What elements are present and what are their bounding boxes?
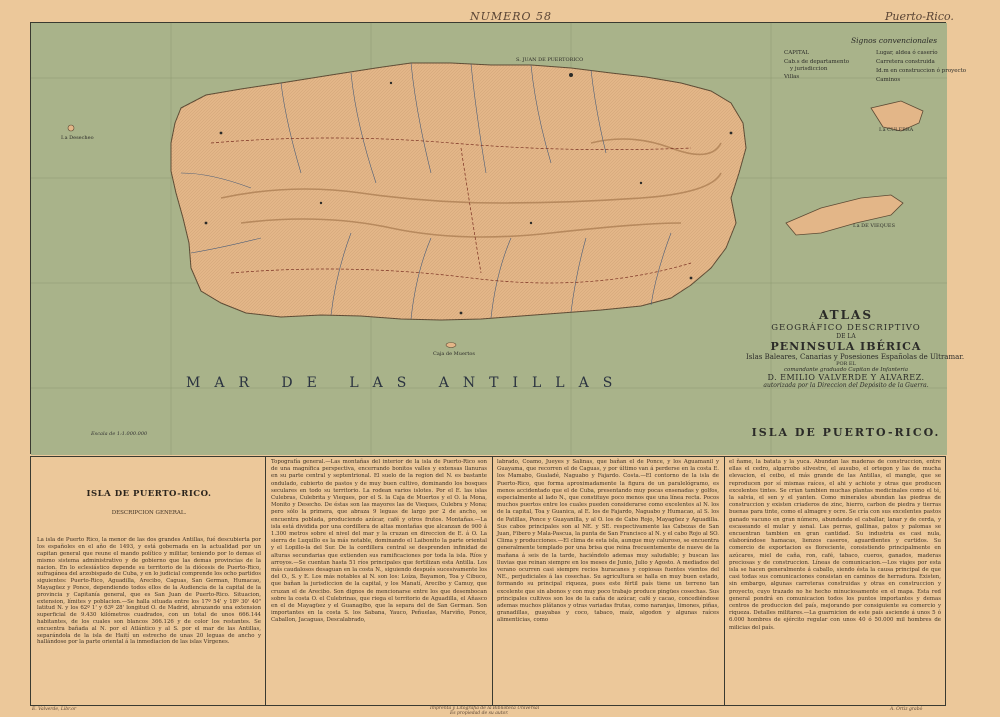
- imprint-center: Imprenta y Litografía de la Biblioteca Universal: [430, 706, 540, 711]
- map-panel[interactable]: [30, 22, 967, 454]
- label-capital: S. JUAN DE PUERTORICO: [516, 57, 584, 63]
- description-title: ISLA DE PUERTO-RICO.: [86, 489, 212, 499]
- cartouche-line-9: autorizada por la Direccion del Depósito de la Guerra.: [763, 382, 929, 389]
- imprint-center-2: Es propiedad de su autor.: [450, 711, 509, 716]
- cartouche-map-title: ISLA DE PUERTO-RICO.: [751, 426, 941, 439]
- description-body-1: La isla de Puerto Rico, la menor de las dos grandes Antillas, fué descubierta por los españoles en el año de 1493, y está gobernada en la actualidad por un capitan general que reune el mando político y militar, teniendo por lo demas el mismo sistema administrativo y de gobierno que las demas provincias de la nacion. En lo eclesiástico depende su territorio de la diócesis de Puerto-Rico, sufragánea del arzobispado de Cuba, y en lo judicial comprende los ocho partidos siguientes: Puerto-Rico, Aguadilla, Arecibo, Caguas, San German, Humacao, Mayagüez y Ponce, dependiendo todos ellos de la Audiencia de la capital de la provincia y Capitanía general, que es San Juan de Puerto-Rico. Situacion, extension, límites y poblacion.—Se halla situada entre los 17º 54' y 18º 30' 40" latitud N. y los 62º 1' y 63º 28' longitud O. de Madrid, abrazando una extension superficial de 9.430 kilómetros cuadrados, con un total de unos 666.144 habitantes, de los cuales son blancos 366.126 y de color los restantes. Se encuentra bañada al N. por el Atlántico y al S. por el mar de las Antillas, separándola de la isla de Haití un estrecho de unas 20 leguas de ancho y hallándose por la parte oriental á la inmediacion de las islas Vírgenes.: [37, 537, 261, 646]
- column-divider: [492, 457, 493, 705]
- imprint-left: E. Valverde, Libr.or: [32, 707, 77, 712]
- legend-item-capital: CAPITAL: [784, 50, 810, 56]
- cartouche-line-2: GEOGRÁFICO DESCRIPTIVO: [771, 323, 921, 333]
- cartouche-line-1: ATLAS: [819, 308, 873, 322]
- text-column-2: Topografía general.—Las montañas del interior de la isla de Puerto-Rico son de una magnífica perspectiva, encerrando bonitos valles y extensas llanuras en su parte central y septentrional. El suelo de la region del N. es bastante ondulado, cubierto de pastos y de muy buen cultivo, dominando los bosques seculares en todo su territorio. La rodean varios islotes. Por el E. las islas Culebras, Culebrita y Vieques, por el S. la Caja de Muertos y el O. la Mona, Monito y Desecho. De éstas son las mayores las de Vieques, Culebra y Mona; pero sólo la primera, que abraza 9 leguas de largo por 2 de ancho, se encuentra poblada, produciendo azúcar, café y otros frutos. Montañas.—La isla está dividida por una cordillera de altas montañas que alcanzan de 900 á 1.300 metros sobre el nivel del mar y la cruzan en direccion de E. á O. La sierra de Luquillo es la más notable, dominando el Laibonito la parte oriental y el Lopillo-la del Sur. De la cordillera central se desprenden infinidad de alturas secundarias que extienden sus ramificaciones por toda la isla. Ríos y arroyos.—Se cuentan hasta 51 ríos principales que fertilizan esta Antilla. Los más caudalosos desaguan en la costa N., siguiendo después sucesivamente los del O., S. y E. Los más notables al N. son los: Loíza, Bayamon, Toa y Cibuco, que bañan la jurisdiccion de la capital, y los Manatí, Arecibo y Camuy, que cruzan el de Arecibo. Son dignos de mencionarse entre los que desembocan sobre la costa O. el Culebrinas, que riega el territorio de Aguadilla, el Añasco en el de Mayagüez y el Guanagibo, que la separa del de San German. Son importantes en la costa S. los Sabana, Yauco, Peñuelas, Marviño, Ponce, Caballon, Jacaguas, Descalabrado,: [271, 459, 487, 624]
- cartouche: [746, 308, 965, 439]
- cartouche-line-5: Islas Baleares, Canarias y Posesiones Españolas de Ultramar.: [746, 353, 965, 361]
- label-desecheo: I.a Desecheo: [61, 135, 94, 141]
- description-panel: [30, 456, 946, 706]
- island-desecheo: [68, 125, 74, 131]
- cartouche-line-7: comandante graduado Capitan de Infanteria: [783, 367, 909, 373]
- legend-title: Signos convencionales: [851, 36, 938, 45]
- cartouche-line-3: DE LA: [836, 333, 856, 340]
- label-caja: Caja de Muertos: [433, 351, 475, 357]
- legend-item-lugar: Lugar, aldea ó caserío: [876, 50, 938, 56]
- legend-item-proyecto: Id.m en construccion ó proyecto: [876, 68, 967, 74]
- text-column-3: labrado, Coamo, Jueyes y Salinas, que bañan el de Ponce, y los Aguamanil y Guayama, que recorren el de Caguas, y por último van á perderse en la costa E. los Mamabo, Gualadé, Naguabo y Fajardo. Costa.—El contorno de la isla de Puerto-Rico, que forma aproximadamente la figura de un paralelógramo, es menos accidentado que el de Cuba, presentando muy pocas ensenadas y golfos, especialmente al lado N., que constituye poco menos que una línea recta. Pocos muchos puertos entre los cuales pueden considerarse como excelentes al N. los de la capital, Toa y Guanica, al E. los de Fajardo, Naguabo y Humacao, al S. los de Patillas, Ponce y Guayanilla, y al O. los de Cabo Rojo, Mayagüez y Aguadilla. Sus cabos principales son al NE. y SE. respectivamente las Cabezas de San Juan, Fibero y Mala-Pascua, la punta de San Francisco al N. y el cabo Rojo al SO. Clima y producciones.—El clima de esta isla, aunque muy caluroso, se encuentra generalmente templado por una brisa que reina frecuentemente de nueve de la mañana á seis de la tarde, haciéndolo ademas muy saludable; y buscan las lluvias que reinan siempre en los meses de Junio, Julio y Agosto. A mediados del verano ocurren casi siempre recios huracanes y copiosas fuentes vientos del NE., perjudiciales á las cosechas. Su agricultura se halla en muy buen estado, formando su principal riqueza, pues este fértil país tiene un terreno tan excelente que sin abonos y con muy poco trabajo produce pingües cosechas. Sus principales cultivos son los de la caña de azúcar, café y cacao, concediéndose ademas muchos plátanos y otras variadas frutas, como naranjas, limones, piñas, granadillas, guayabas y coco, tabaco, maíz, algodon y algunas raíces alimenticias, como: [497, 459, 719, 624]
- legend-item-departamento: Cab.s de departamento: [784, 59, 850, 65]
- column-divider: [265, 457, 266, 705]
- text-column-1: [37, 459, 261, 703]
- label-vieques: I.a DE VIEQUES: [853, 223, 896, 229]
- label-culebra: I.a CULEBRA: [879, 127, 914, 133]
- cartouche-line-4: PENINSULA IBÉRICA: [770, 340, 922, 353]
- legend-item-carretera: Carretera construida: [876, 59, 935, 65]
- map-legend: [776, 36, 967, 116]
- column-divider: [724, 457, 725, 705]
- legend-item-villas: Villas: [784, 74, 800, 80]
- cartouche-line-8: D. EMILIO VALVERDE Y ALVAREZ.: [767, 373, 925, 382]
- sheet-number: NUMERO 58: [470, 10, 552, 23]
- text-column-4: el ñame, la batata y la yuca. Abundan las maderas de construccion, entre ellas el cedro, algarrobo silvestre, el ausubo, el ortegon y las de mucha elevacion, el ceibo, el más grande de las Antillas, el mangle, que se reproducen por sí mismas raíces, el ahi y achiote y otras que producen excelentes tintes. Se crian tambien muchas plantas medicinales como el té, la salvia, el sen y el yanten. Como minerales abundan las piedras de construccion y existen criaderos de zinc, hierro, carbon de piedra y tierras buenas para tinte, como el almagre y ocre. Se cría con sus excelentes pastos ganado vacuno en gran número, abundando el caballar, lanar y de cerda, y escaseando el mular y asnal. Las perras, gallinas, patos y palomas se encuentran tambien en gran cantidad. Su industria es casi nula, elaborándose hamacas, lienzos caseros, aguardientes y curtidos. Su comercio de exportacion es floreciente, consistiendo principalmente en azúcares, miel de caña, ron, café, tabaco, cueros, ganados, maderas preciosas y de construccion. Líneas de comunicacion.—Los viajes por esta isla se hacen generalmente á caballo, siendo ésta la causa principal de que casi todas sus comunicaciones consistan en caminos de herradura. Existen, sin embargo, algunas carreteras construidas y otras en construccion y proyecto, cuyo trazado no he hecho minuciosamente en el mapa. Esta red general pondrá en comunicacion todos los puntos importantes y demas centros de produccion del país, mejorando por consiguiente su comercio y riqueza. Detalles militares.—La guarnicion de este país asciende á unos 5 ó 6.000 hombres de ejército regular con unos 40 ó 50.000 mil hombres de milicias del país.: [729, 459, 941, 631]
- legend-item-jurisdiccion: y jurisdiccion: [790, 66, 828, 72]
- cartouche-line-6: POR EL: [836, 361, 856, 367]
- island-caja: [446, 343, 456, 348]
- sea-label: MAR DE LAS ANTILLAS: [186, 375, 627, 391]
- legend-item-caminos: Caminos: [876, 77, 901, 83]
- description-subtitle: DESCRIPCION GENERAL.: [111, 510, 187, 517]
- imprint-right: A. Ortiz grabó: [890, 707, 923, 712]
- scale-label: Escala de 1:1.000.000: [91, 431, 148, 437]
- sheet-region: Puerto-Rico.: [885, 10, 954, 23]
